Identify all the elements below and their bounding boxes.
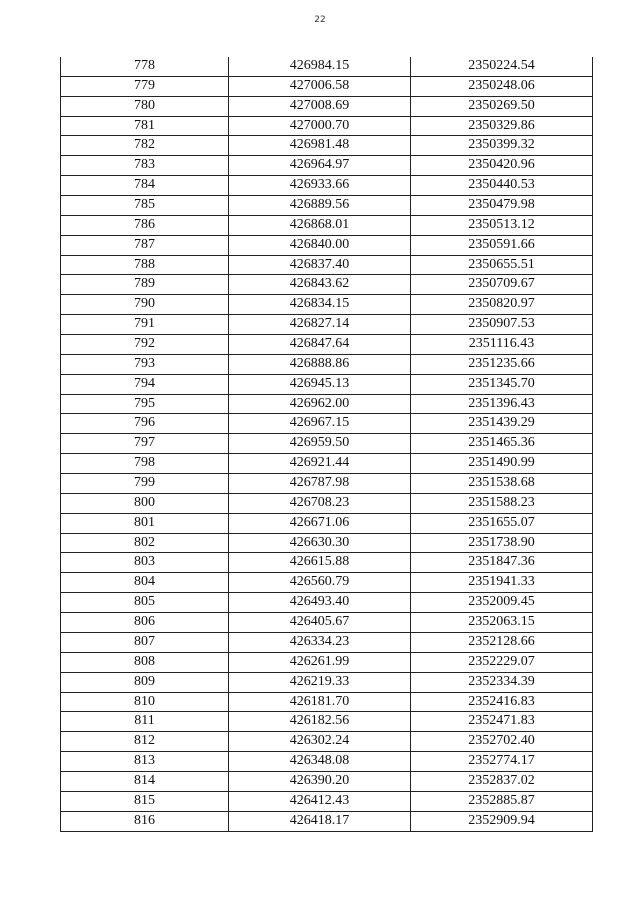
point-number-cell: 795: [61, 395, 229, 414]
y-coordinate-cell: 2350591.66: [411, 236, 593, 255]
point-number-cell: 790: [61, 295, 229, 314]
y-coordinate-cell: 2351345.70: [411, 375, 593, 394]
y-coordinate-cell: 2350269.50: [411, 97, 593, 116]
x-coordinate-cell: 426219.33: [229, 673, 411, 692]
y-coordinate-cell: 2351538.68: [411, 474, 593, 493]
table-row: [61, 395, 593, 415]
table-row: [61, 534, 593, 554]
table-row: [61, 295, 593, 315]
table-row: [61, 136, 593, 156]
table-row: [61, 414, 593, 434]
y-coordinate-cell: 2350513.12: [411, 216, 593, 235]
point-number-cell: 800: [61, 494, 229, 513]
table-row: [61, 434, 593, 454]
y-coordinate-cell: 2350440.53: [411, 176, 593, 195]
point-number-cell: 799: [61, 474, 229, 493]
point-number-cell: 789: [61, 275, 229, 294]
table-row: [61, 553, 593, 573]
point-number-cell: 803: [61, 553, 229, 572]
point-number-cell: 787: [61, 236, 229, 255]
point-number-cell: 808: [61, 653, 229, 672]
table-row: [61, 693, 593, 713]
x-coordinate-cell: 426412.43: [229, 792, 411, 811]
x-coordinate-cell: 426837.40: [229, 256, 411, 275]
page-number: 22: [314, 15, 326, 25]
x-coordinate-cell: 427000.70: [229, 117, 411, 136]
table-row: [61, 494, 593, 514]
point-number-cell: 802: [61, 534, 229, 553]
x-coordinate-cell: 426827.14: [229, 315, 411, 334]
table-row: [61, 732, 593, 752]
table-row: [61, 613, 593, 633]
point-number-cell: 788: [61, 256, 229, 275]
x-coordinate-cell: 426945.13: [229, 375, 411, 394]
point-number-cell: 798: [61, 454, 229, 473]
x-coordinate-cell: 426787.98: [229, 474, 411, 493]
table-row: [61, 315, 593, 335]
y-coordinate-cell: 2351655.07: [411, 514, 593, 533]
x-coordinate-cell: 426981.48: [229, 136, 411, 155]
y-coordinate-cell: 2351847.36: [411, 553, 593, 572]
table-row: [61, 474, 593, 494]
y-coordinate-cell: 2352063.15: [411, 613, 593, 632]
y-coordinate-cell: 2351396.43: [411, 395, 593, 414]
point-number-cell: 791: [61, 315, 229, 334]
x-coordinate-cell: 426967.15: [229, 414, 411, 433]
table-row: [61, 375, 593, 395]
point-number-cell: 812: [61, 732, 229, 751]
y-coordinate-cell: 2350655.51: [411, 256, 593, 275]
table-row: [61, 77, 593, 97]
table-row: [61, 712, 593, 732]
y-coordinate-cell: 2350329.86: [411, 117, 593, 136]
point-number-cell: 778: [61, 57, 229, 76]
y-coordinate-cell: 2351490.99: [411, 454, 593, 473]
coordinates-table: [60, 57, 593, 832]
y-coordinate-cell: 2352009.45: [411, 593, 593, 612]
x-coordinate-cell: 426834.15: [229, 295, 411, 314]
point-number-cell: 792: [61, 335, 229, 354]
x-coordinate-cell: 426348.08: [229, 752, 411, 771]
point-number-cell: 783: [61, 156, 229, 175]
x-coordinate-cell: 426615.88: [229, 553, 411, 572]
point-number-cell: 811: [61, 712, 229, 731]
y-coordinate-cell: 2351941.33: [411, 573, 593, 592]
point-number-cell: 813: [61, 752, 229, 771]
x-coordinate-cell: 426843.62: [229, 275, 411, 294]
x-coordinate-cell: 426493.40: [229, 593, 411, 612]
x-coordinate-cell: 426847.64: [229, 335, 411, 354]
y-coordinate-cell: 2351588.23: [411, 494, 593, 513]
table-row: [61, 653, 593, 673]
point-number-cell: 815: [61, 792, 229, 811]
y-coordinate-cell: 2352128.66: [411, 633, 593, 652]
point-number-cell: 793: [61, 355, 229, 374]
y-coordinate-cell: 2352416.83: [411, 693, 593, 712]
y-coordinate-cell: 2350399.32: [411, 136, 593, 155]
x-coordinate-cell: 426630.30: [229, 534, 411, 553]
point-number-cell: 807: [61, 633, 229, 652]
y-coordinate-cell: 2350248.06: [411, 77, 593, 96]
x-coordinate-cell: 426959.50: [229, 434, 411, 453]
y-coordinate-cell: 2352885.87: [411, 792, 593, 811]
point-number-cell: 796: [61, 414, 229, 433]
x-coordinate-cell: 426405.67: [229, 613, 411, 632]
table-row: [61, 156, 593, 176]
point-number-cell: 797: [61, 434, 229, 453]
point-number-cell: 810: [61, 693, 229, 712]
x-coordinate-cell: 426182.56: [229, 712, 411, 731]
y-coordinate-cell: 2350709.67: [411, 275, 593, 294]
x-coordinate-cell: 426418.17: [229, 812, 411, 831]
y-coordinate-cell: 2352471.83: [411, 712, 593, 731]
x-coordinate-cell: 426964.97: [229, 156, 411, 175]
y-coordinate-cell: 2352909.94: [411, 812, 593, 831]
x-coordinate-cell: 426921.44: [229, 454, 411, 473]
x-coordinate-cell: 426708.23: [229, 494, 411, 513]
table-row: [61, 673, 593, 693]
table-row: [61, 176, 593, 196]
point-number-cell: 804: [61, 573, 229, 592]
y-coordinate-cell: 2350907.53: [411, 315, 593, 334]
y-coordinate-cell: 2350420.96: [411, 156, 593, 175]
y-coordinate-cell: 2352334.39: [411, 673, 593, 692]
table-row: [61, 633, 593, 653]
x-coordinate-cell: 426889.56: [229, 196, 411, 215]
point-number-cell: 780: [61, 97, 229, 116]
table-row: [61, 335, 593, 355]
x-coordinate-cell: 427006.58: [229, 77, 411, 96]
point-number-cell: 779: [61, 77, 229, 96]
x-coordinate-cell: 426671.06: [229, 514, 411, 533]
x-coordinate-cell: 426888.86: [229, 355, 411, 374]
table-row: [61, 593, 593, 613]
table-row: [61, 454, 593, 474]
table-row: [61, 275, 593, 295]
x-coordinate-cell: 426868.01: [229, 216, 411, 235]
y-coordinate-cell: 2352229.07: [411, 653, 593, 672]
y-coordinate-cell: 2351738.90: [411, 534, 593, 553]
table-row: [61, 57, 593, 77]
y-coordinate-cell: 2350479.98: [411, 196, 593, 215]
x-coordinate-cell: 426261.99: [229, 653, 411, 672]
table-row: [61, 236, 593, 256]
x-coordinate-cell: 426984.15: [229, 57, 411, 76]
y-coordinate-cell: 2350820.97: [411, 295, 593, 314]
point-number-cell: 781: [61, 117, 229, 136]
table-row: [61, 812, 593, 832]
x-coordinate-cell: 426840.00: [229, 236, 411, 255]
y-coordinate-cell: 2351235.66: [411, 355, 593, 374]
y-coordinate-cell: 2351465.36: [411, 434, 593, 453]
table-row: [61, 216, 593, 236]
x-coordinate-cell: 426390.20: [229, 772, 411, 791]
point-number-cell: 809: [61, 673, 229, 692]
x-coordinate-cell: 426933.66: [229, 176, 411, 195]
point-number-cell: 784: [61, 176, 229, 195]
point-number-cell: 814: [61, 772, 229, 791]
table-row: [61, 573, 593, 593]
table-row: [61, 256, 593, 276]
x-coordinate-cell: 426560.79: [229, 573, 411, 592]
point-number-cell: 786: [61, 216, 229, 235]
y-coordinate-cell: 2350224.54: [411, 57, 593, 76]
x-coordinate-cell: 426962.00: [229, 395, 411, 414]
table-row: [61, 97, 593, 117]
point-number-cell: 801: [61, 514, 229, 533]
y-coordinate-cell: 2352774.17: [411, 752, 593, 771]
point-number-cell: 782: [61, 136, 229, 155]
x-coordinate-cell: 426181.70: [229, 693, 411, 712]
point-number-cell: 794: [61, 375, 229, 394]
point-number-cell: 806: [61, 613, 229, 632]
y-coordinate-cell: 2352837.02: [411, 772, 593, 791]
table-row: [61, 772, 593, 792]
table-row: [61, 514, 593, 534]
x-coordinate-cell: 426334.23: [229, 633, 411, 652]
y-coordinate-cell: 2352702.40: [411, 732, 593, 751]
table-row: [61, 355, 593, 375]
point-number-cell: 805: [61, 593, 229, 612]
x-coordinate-cell: 426302.24: [229, 732, 411, 751]
x-coordinate-cell: 427008.69: [229, 97, 411, 116]
y-coordinate-cell: 2351439.29: [411, 414, 593, 433]
table-row: [61, 752, 593, 772]
table-row: [61, 196, 593, 216]
y-coordinate-cell: 2351116.43: [411, 335, 593, 354]
point-number-cell: 816: [61, 812, 229, 831]
table-row: [61, 792, 593, 812]
table-row: [61, 117, 593, 137]
point-number-cell: 785: [61, 196, 229, 215]
